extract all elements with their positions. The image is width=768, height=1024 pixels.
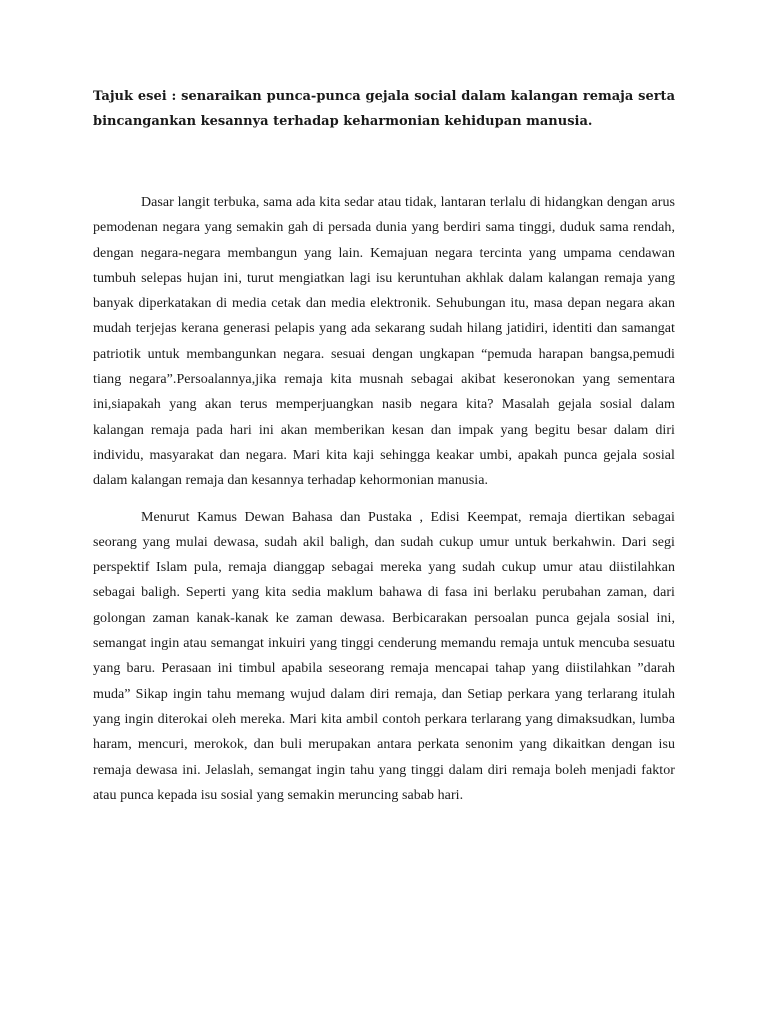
essay-body <box>93 190 675 808</box>
essay-title: Tajuk esei : senaraikan punca-punca gejala social dalam kalangan remaja serta bincangankan kesannya terhadap keharmonian kehidupan manusia. <box>93 89 675 129</box>
document-page <box>93 84 675 819</box>
paragraph-1: Dasar langit terbuka, sama ada kita sedar atau tidak, lantaran terlalu di hidangkan dengan arus pemodenan negara yang semakin gah di persada dunia yang berdiri sama tinggi, duduk sama rendah, dengan negara-negara membangun yang lain. Kemajuan negara tercinta yang umpama cendawan tumbuh selepas hujan ini, turut mengiatkan lagi isu keruntuhan akhlak dalam kalangan remaja yang banyak diperkatakan di media cetak dan media elektronik. Sehubungan itu, masa depan negara akan mudah terjejas kerana generasi pelapis yang ada sekarang sudah hilang jatidiri, identiti dan samangat patriotik untuk membangunkan negara. sesuai dengan ungkapan “pemuda harapan bangsa,pemudi tiang negara”.Persoalannya,jika remaja kita musnah sebagai akibat keseronokan yang sementara ini,siapakah yang akan terus memperjuangkan nasib negara kita? Masalah gejala sosial dalam kalangan remaja pada hari ini akan memberikan kesan dan impak yang begitu besar dalam diri individu, masyarakat dan negara. Mari kita kaji sehingga keakar umbi, apakah punca gejala sosial dalam kalangan remaja dan kesannya terhadap kehormonian manusia. <box>93 195 675 489</box>
paragraph-2: Menurut Kamus Dewan Bahasa dan Pustaka , Edisi Keempat, remaja diertikan sebagai seorang yang mulai dewasa, sudah akil baligh, dan sudah cukup umur untuk berkahwin. Dari segi perspektif Islam pula, remaja dianggap sebagai mereka yang sudah cukup umur atau diistilahkan sebagai baligh. Seperti yang kita sedia maklum bahawa di fasa ini berlaku perubahan zaman, dari golongan zaman kanak-kanak ke zaman dewasa. Berbicarakan persoalan punca gejala sosial ini, semangat ingin atau semangat inkuiri yang tinggi cenderung memandu remaja untuk mencuba sesuatu yang baru. Perasaan ini timbul apabila seseorang remaja mencapai tahap yang diistilahkan ”darah muda” Sikap ingin tahu memang wujud dalam diri remaja, dan Setiap perkara yang terlarang itulah yang ingin diterokai oleh mereka. Mari kita ambil contoh perkara terlarang yang dimaksudkan, lumba haram, mencuri, merokok, dan buli merupakan antara perkata senonim yang dikaitkan dengan isu remaja dewasa ini. Jelaslah, semangat ingin tahu yang tinggi dalam diri remaja boleh menjadi faktor atau punca kepada isu sosial yang semakin meruncing sabab hari. <box>93 509 675 803</box>
